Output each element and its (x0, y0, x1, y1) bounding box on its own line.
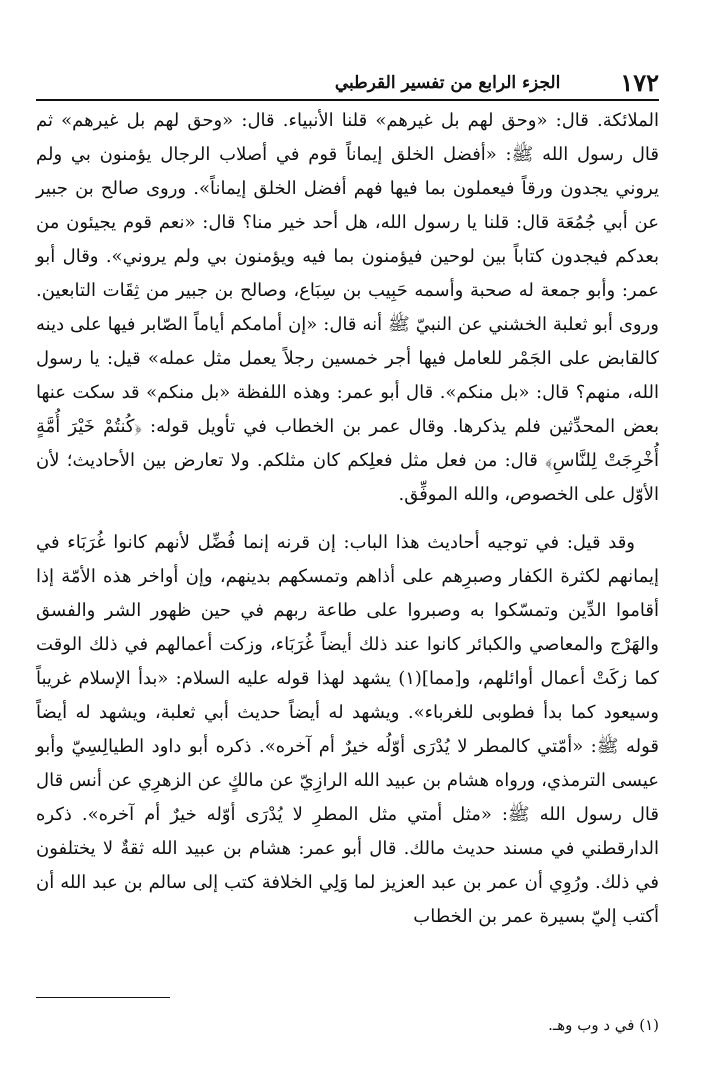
footnote: (١) في د وب وهـ. (548, 1016, 659, 1034)
body-text (36, 104, 659, 934)
page-header (36, 64, 659, 98)
footnote-rule (36, 997, 170, 998)
paragraph: وقد قيل: في توجيه أحاديث هذا الباب: إن قرنه إنما فُضِّل لأنهم كانوا غُرَبَاء في إيمانهم لكثرة الكفار وصبرِهم على أذاهم وتمسكهم بدينهم، وإن أواخر هذه الأمّة إذا أقاموا الدِّين وتمسّكوا به وصبروا على طاعة ربهم في حين ظهور الشر والفسق والهَرْج والمعاصي والكبائر كانوا عند ذلك أيضاً غُرَبَاء، وزكت أعمالهم في ذلك الوقت كما زكَتْ أعمال أوائلهم، و[مما](١) يشهد لهذا قوله عليه السلام: «بدأ الإسلام غريباً وسيعود كما بدأ فطوبى للغرباء». ويشهد له أيضاً حديث أبي ثعلبة، ويشهد له أيضاً قوله ﷺ: «أمّتي كالمطر لا يُدْرَى أوّلُه خيرٌ أم آخره». ذكره أبو داود الطيالِسِيّ وأبو عيسى الترمذي، ورواه هشام بن عبيد الله الرازِيّ عن مالكٍ عن الزهرِي عن أنس قال قال رسول الله ﷺ: «مثل أمتي مثل المطرِ لا يُدْرَى أوّله خيرٌ أم آخره». ذكره الدارقطني في مسند حديث مالك. قال أبو عمر: هشام بن عبيد الله ثقةٌ لا يختلفون في ذلك. ورُوِي أن عمر بن عبد العزيز لما وَلِي الخلافة كتب إلى سالم بن عبد الله أن أكتب إليّ بسيرة عمر بن الخطاب (36, 532, 659, 927)
paragraph: الملائكة. قال: «وحق لهم بل غيرهم» قلنا الأنبياء. قال: «وحق لهم بل غيرهم» ثم قال رسول الله ﷺ: «أفضل الخلق إيماناً قوم في أصلاب الرجال يؤمنون بي ولم يروني يجدون ورقاً فيعملون بما فيها فهم أفضل الخلق إيماناً». وروى صالح بن جبير عن أبي جُمُعَة قال: قلنا يا رسول الله، هل أحد خير منا؟ قال: «نعم قوم يجيئون من بعدكم فيجدون كتاباً بين لوحين فيؤمنون بما فيه ويؤمنون بي ولم يروني». وقال أبو عمر: وأبو جمعة له صحبة وأسمه حَبِيب بن سِبَاع، وصالح بن جبير من ثِقَات التابعين. وروى أبو ثعلبة الخشني عن النبيّ ﷺ أنه قال: «إن أمامكم أياماً الصّابر فيها على دينه كالقابض على الجَمْر للعامل فيها أجر خمسين رجلاً يعمل مثل عمله» قيل: يا رسول الله، منهم؟ قال: «بل منكم». قال أبو عمر: وهذه اللفظة «بل منكم» قد سكت عنها بعض المحدِّثين فلم يذكرها. وقال عمر بن الخطاب في تأويل قوله: ﴿كُنتُمْ خَيْرَ أُمَّةٍ أُخْرِجَتْ لِلنَّاسِ﴾ قال: من فعل مثل فعلِكم كان مثلكم. ولا تعارض بين الأحاديث؛ لأن الأوّل على الخصوص، والله الموفِّق. (36, 110, 660, 505)
page-number: ١٧٢ (620, 68, 659, 97)
header-rule (36, 99, 659, 101)
running-title: الجزء الرابع من تفسير القرطبي (334, 73, 561, 93)
